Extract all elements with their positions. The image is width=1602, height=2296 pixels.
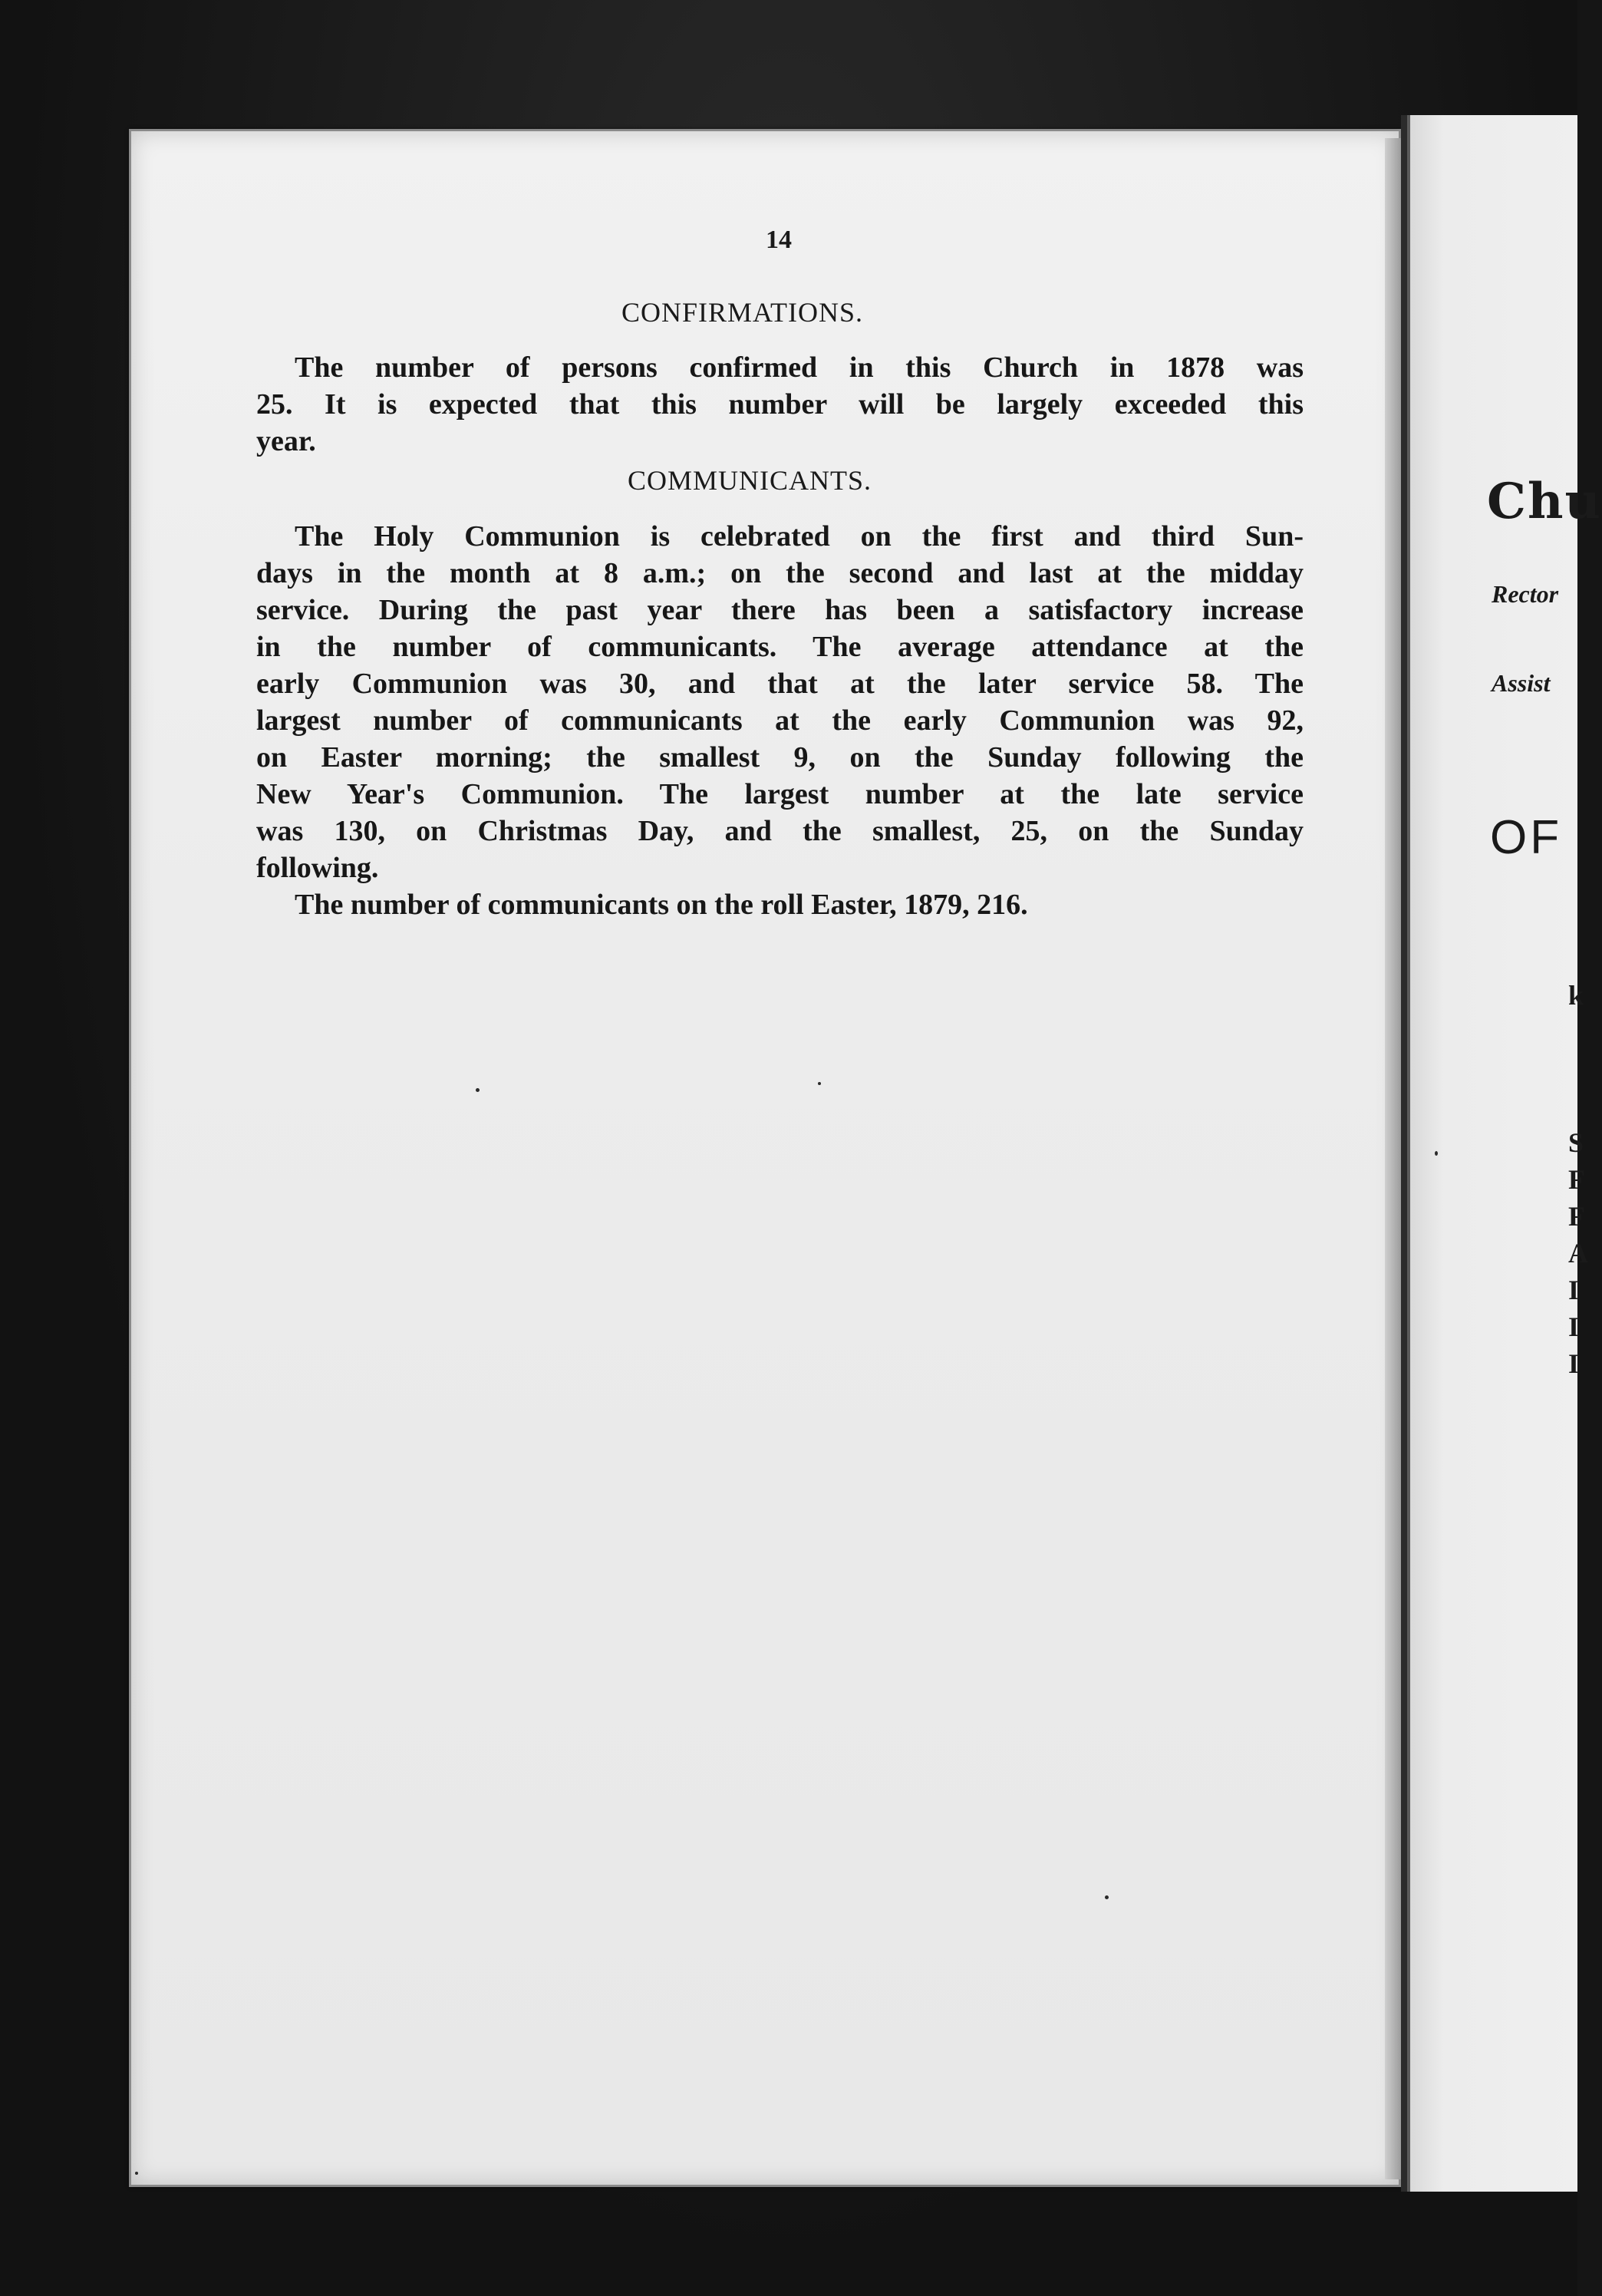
communicants-line-6: largest number of communicants at the early Communion was 92, (256, 704, 1304, 737)
right-page-assist-fragment: Assist (1492, 669, 1551, 697)
right-page-letter: F (1568, 1164, 1585, 1195)
communicants-line-8: New Year's Communion. The largest number at the late service (256, 778, 1304, 810)
communicants-heading: COMMUNICANTS. (628, 465, 872, 496)
communicants-line-9: was 130, on Christmas Day, and the smallest, 25, on the Sunday (256, 815, 1304, 847)
scan-speck (818, 1082, 821, 1085)
right-page-letter: A (1568, 1238, 1588, 1268)
communicants-line-7: on Easter morning; the smallest 9, on the Sunday following the (256, 741, 1304, 774)
right-page-letter: S (1568, 1127, 1584, 1158)
right-page-letter: F (1568, 1201, 1585, 1232)
right-page-letter: k (1568, 980, 1584, 1011)
right-page-rector-fragment: Rector (1492, 580, 1559, 608)
confirmations-heading: CONFIRMATIONS. (621, 297, 864, 328)
communicants-line-1: The Holy Communion is celebrated on the first and third Sun- (295, 520, 1304, 553)
scan-speck (135, 2172, 138, 2175)
page-edge (1385, 138, 1402, 2179)
scan-speck (476, 1088, 480, 1092)
confirmations-line-3: year. (256, 425, 316, 457)
confirmations-line-1: The number of persons confirmed in this Church in 1878 was (295, 351, 1304, 384)
confirmations-line-2: 25. It is expected that this number will be largely exceeded this (256, 388, 1304, 421)
right-page (1407, 115, 1602, 2192)
right-page-letter: I (1568, 1311, 1580, 1342)
communicants-line-2: days in the month at 8 a.m.; on the second and last at the midday (256, 557, 1304, 589)
right-page-letter: I (1568, 1348, 1580, 1379)
communicants-roll-line: The number of communicants on the roll Easter, 1879, 216. (295, 889, 1028, 921)
communicants-line-4: in the number of communicants. The average attendance at the (256, 631, 1304, 663)
scan-speck (1435, 1151, 1438, 1156)
communicants-line-10: following. (256, 852, 379, 884)
right-page-letter: I (1568, 1275, 1580, 1305)
right-page-title-fragment: Chu (1487, 473, 1602, 530)
scan-speck (1105, 1895, 1109, 1899)
right-page-offices-fragment: OF (1490, 811, 1563, 864)
communicants-line-5: early Communion was 30, and that at the later service 58. The (256, 668, 1304, 700)
page-number: 14 (766, 226, 792, 254)
communicants-line-3: service. During the past year there has been a satisfactory increase (256, 594, 1304, 626)
